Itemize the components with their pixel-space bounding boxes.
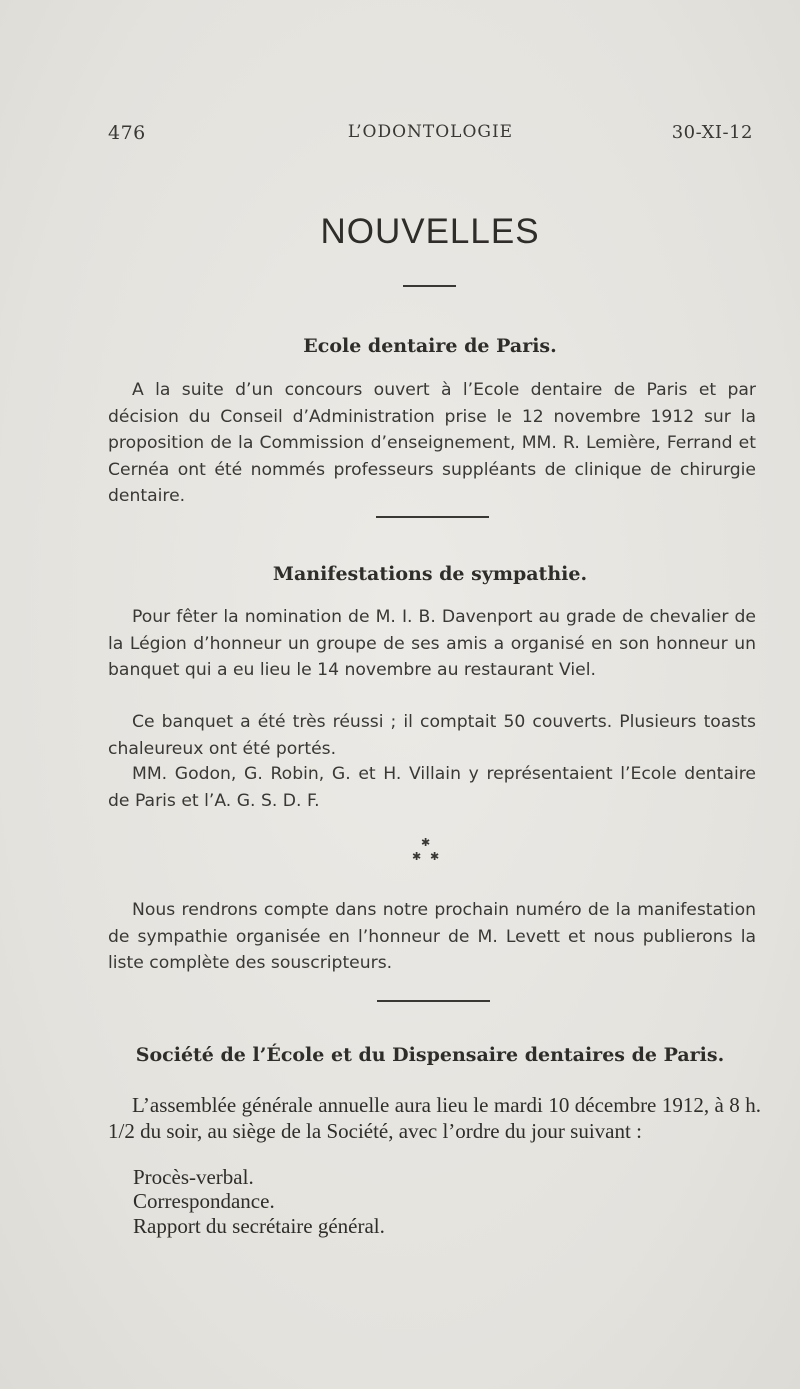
title-rule xyxy=(403,285,456,287)
page-title: NOUVELLES xyxy=(320,212,540,251)
section-paragraph: A la suite d’un concours ouvert à l’Ecole dentaire de Paris et par décision du Conseil d’Administration prise le 12 novembre 1912 sur la proposition de la Commission d’enseignement, MM. R. Lemière, Ferrand et Cernéa ont été nommés professeurs suppléants de clinique de chirurgie dentaire. xyxy=(108,380,756,507)
agenda-item: Rapport du secrétaire général. xyxy=(133,1214,385,1238)
section-heading-societe: Société de l’École et du Dispensaire dentaires de Paris. xyxy=(135,1044,725,1066)
section-heading-sympathie: Manifestations de sympathie. xyxy=(272,563,588,585)
running-header xyxy=(108,118,753,148)
section-paragraph: Ce banquet a été très réussi ; il comptait 50 couverts. Plusieurs toasts chaleureux ont été portés. xyxy=(108,712,756,759)
agenda-item: Procès-verbal. xyxy=(133,1165,254,1189)
asterism: ✱ ✱ ✱ xyxy=(412,836,440,863)
section-heading-ecole: Ecole dentaire de Paris. xyxy=(303,335,557,357)
section-paragraph: MM. Godon, G. Robin, G. et H. Villain y représentaient l’Ecole dentaire de Paris et l’A. G. S. D. F. xyxy=(108,764,756,811)
section-paragraph: Pour fêter la nomination de M. I. B. Davenport au grade de chevalier de la Légion d’honneur un groupe de ses amis a organisé en son honneur un banquet qui a eu lieu le 14 novembre au restaurant Viel. xyxy=(108,607,756,681)
section-rule xyxy=(376,516,489,518)
issue-date: 30-XI-12 xyxy=(671,122,753,143)
page-number: 476 xyxy=(108,122,146,144)
journal-title: L’ODONTOLOGIE xyxy=(347,122,514,142)
section-paragraph: Nous rendrons compte dans notre prochain numéro de la manifestation de sympathie organisée en l’honneur de M. Levett et nous publierons la liste complète des souscripteurs. xyxy=(108,900,756,974)
section-paragraph: L’assemblée générale annuelle aura lieu le mardi 10 décembre 1912, à 8 h. 1/2 du soir, au siège de la Société, avec l’ordre du jour suivant : xyxy=(108,1093,761,1143)
agenda-item: Correspondance. xyxy=(133,1189,275,1213)
section-rule xyxy=(377,1000,490,1002)
